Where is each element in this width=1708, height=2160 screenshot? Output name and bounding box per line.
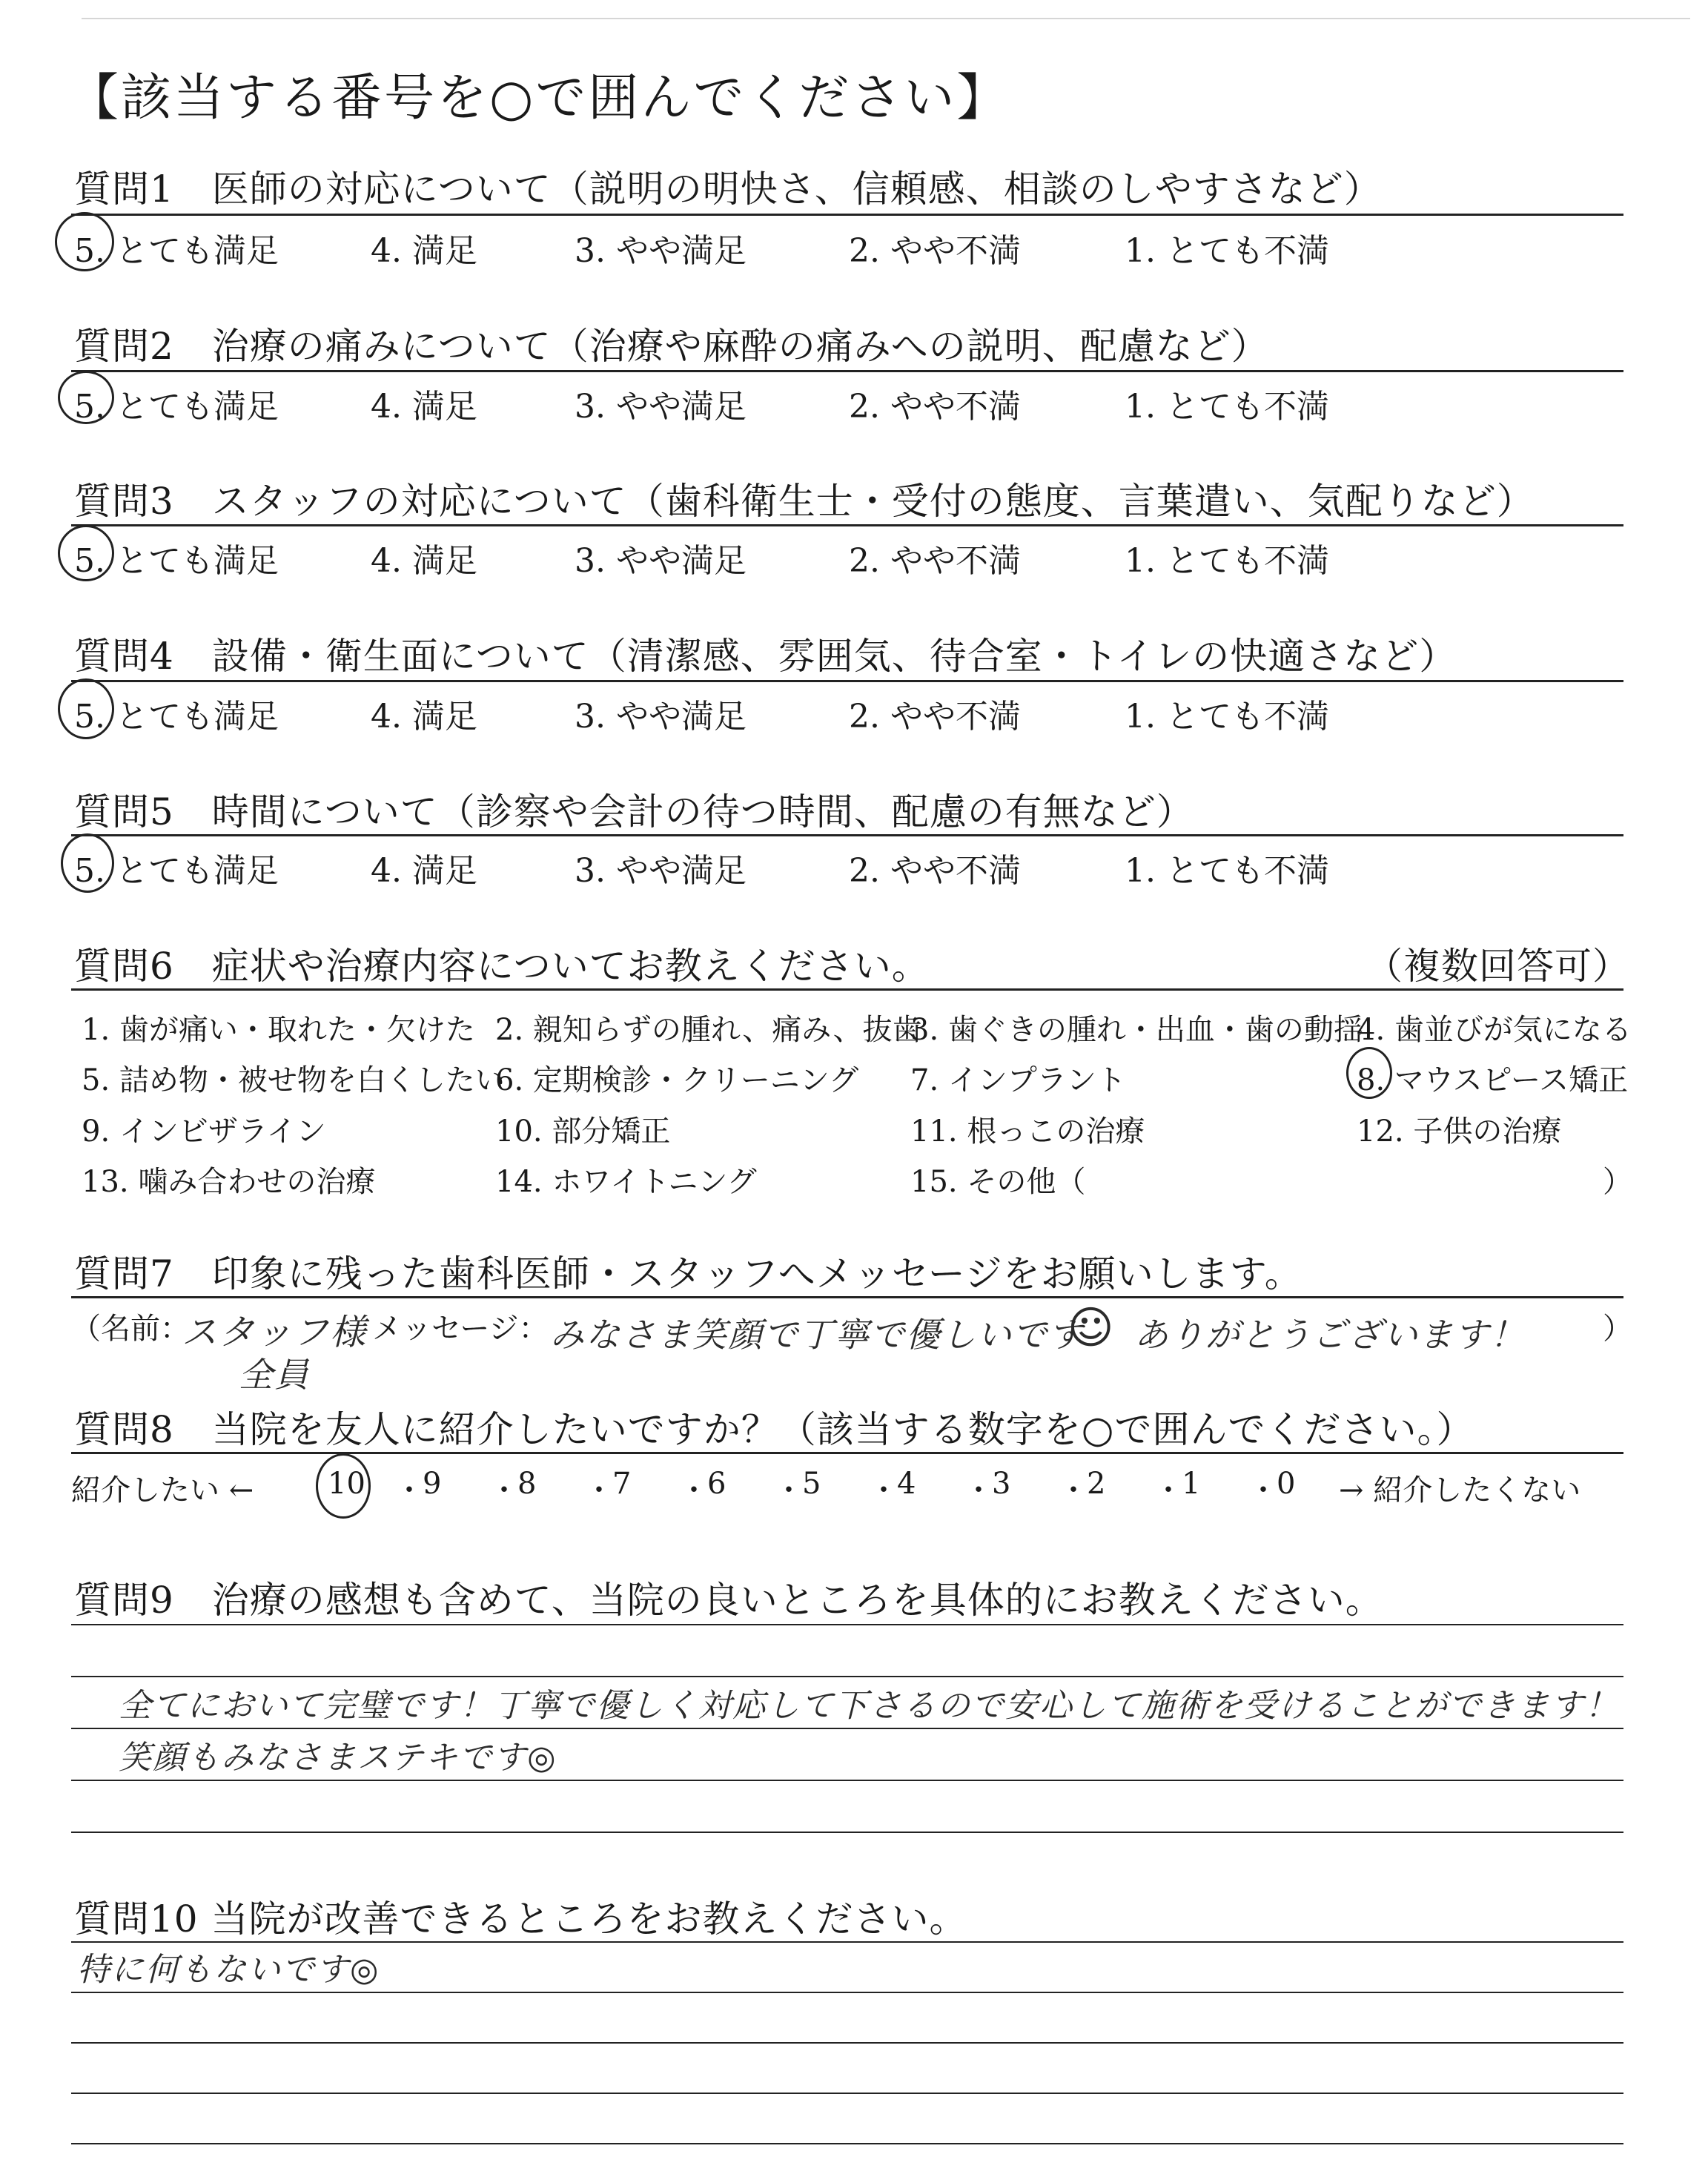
scale-number-1[interactable]: 1 — [1182, 1467, 1201, 1501]
other-close-paren: ） — [1603, 1165, 1632, 1199]
option-2[interactable]: 2. やや不満 — [849, 388, 1021, 426]
question-title: 質問10 当院が改善できるところをお教えください。 — [74, 1898, 967, 1941]
question-title: 質問3 スタッフの対応について（歯科衛生士・受付の態度、言葉遣い、気配りなど） — [74, 480, 1535, 523]
question-title: 質問9 治療の感想も含めて、当院の良いところを具体的にお教えください。 — [74, 1579, 1383, 1622]
option-3[interactable]: 3. やや満足 — [575, 542, 747, 580]
option-5[interactable]: 5. とても満足 — [74, 232, 279, 270]
message-handwritten: みなさま笑顔で丁寧で優しいです — [550, 1315, 1084, 1355]
option-3[interactable]: 3. やや満足 — [575, 388, 747, 426]
scale-separator: ・ — [1248, 1473, 1278, 1507]
option-2[interactable]: 2. やや不満 — [849, 852, 1021, 890]
divider — [71, 214, 1623, 216]
multiple-answer-note: （複数回答可） — [1366, 945, 1630, 988]
question-title: 質問6 症状や治療内容についてお教えください。 — [74, 945, 930, 988]
option-5[interactable]: 5. とても満足 — [74, 852, 279, 890]
question-title: 質問4 設備・衛生面について（清潔感、雰囲気、待合室・トイレの快適さなど） — [74, 635, 1457, 678]
symptom-option[interactable]: 14. ホワイトニング — [495, 1165, 757, 1199]
divider — [71, 680, 1623, 682]
answer-circle — [1346, 1047, 1392, 1099]
message-label: メッセージ： — [372, 1312, 549, 1346]
symptom-option[interactable]: 12. 子供の治療 — [1357, 1114, 1562, 1149]
option-2[interactable]: 2. やや不満 — [849, 698, 1021, 736]
top-border — [82, 18, 1690, 19]
name-label: （名前： — [71, 1312, 190, 1346]
answer-handwritten: 特に何もないです◎ — [77, 1951, 380, 1989]
scale-separator: ・ — [1059, 1473, 1088, 1507]
answer-handwritten: 全てにおいて完璧です！丁寧で優しく対応して下さるので安心して施術を受けることができます！ — [119, 1687, 1619, 1725]
page-title: 【該当する番号を○で囲んでください】 — [68, 69, 1010, 128]
option-3[interactable]: 3. やや満足 — [575, 698, 747, 736]
option-3[interactable]: 3. やや満足 — [575, 232, 747, 270]
option-2[interactable]: 2. やや不満 — [849, 542, 1021, 580]
scale-number-5[interactable]: 5 — [802, 1467, 821, 1501]
symptom-option[interactable]: 7. インプラント — [910, 1063, 1126, 1097]
scale-number-7[interactable]: 7 — [612, 1467, 632, 1501]
option-5[interactable]: 5. とても満足 — [74, 388, 279, 426]
option-3[interactable]: 3. やや満足 — [575, 852, 747, 890]
option-1[interactable]: 1. とても不満 — [1125, 698, 1329, 736]
question-title: 質問1 医師の対応について（説明の明快さ、信頼感、相談のしやすさなど） — [74, 168, 1382, 211]
option-1[interactable]: 1. とても不満 — [1125, 542, 1329, 580]
scale-number-9[interactable]: 9 — [423, 1467, 442, 1501]
symptom-option[interactable]: 4. 歯並びが気になる — [1357, 1013, 1632, 1047]
question-title: 質問2 治療の痛みについて（治療や麻酔の痛みへの説明、配慮など） — [74, 325, 1269, 368]
answer-line — [71, 1624, 1623, 1625]
answer-line — [71, 1676, 1623, 1677]
divider — [71, 988, 1623, 991]
question-title: 質問5 時間について（診察や会計の待つ時間、配慮の有無など） — [74, 790, 1194, 833]
answer-circle — [316, 1453, 371, 1519]
divider — [71, 370, 1623, 372]
answer-line — [71, 2042, 1623, 2044]
scale-number-6[interactable]: 6 — [707, 1467, 726, 1501]
name-handwritten: スタッフ様 — [182, 1312, 368, 1353]
divider — [71, 834, 1623, 836]
option-5[interactable]: 5. とても満足 — [74, 542, 279, 580]
scale-number-4[interactable]: 4 — [897, 1467, 916, 1501]
symptom-option[interactable]: 11. 根っこの治療 — [910, 1114, 1145, 1149]
question-title: 質問7 印象に残った歯科医師・スタッフへメッセージをお願いします。 — [74, 1252, 1302, 1295]
divider — [71, 1452, 1623, 1454]
message-handwritten-2: ありがとうございます！ — [1134, 1315, 1526, 1355]
scale-number-0[interactable]: 0 — [1277, 1467, 1296, 1501]
symptom-option[interactable]: 13. 噛み合わせの治療 — [82, 1165, 376, 1199]
answer-line — [71, 2143, 1623, 2144]
symptom-option[interactable]: 2. 親知らずの腫れ、痛み、抜歯 — [495, 1013, 922, 1047]
divider — [71, 524, 1623, 526]
scale-separator: ・ — [394, 1473, 424, 1507]
option-4[interactable]: 4. 満足 — [371, 542, 477, 580]
option-2[interactable]: 2. やや不満 — [849, 232, 1021, 270]
option-1[interactable]: 1. とても不満 — [1125, 388, 1329, 426]
scale-separator: ・ — [679, 1473, 709, 1507]
divider — [71, 1296, 1623, 1298]
recommend-right-label: → 紹介したくない — [1339, 1473, 1581, 1507]
scale-separator: ・ — [1153, 1473, 1183, 1507]
answer-line — [71, 1780, 1623, 1781]
scale-separator: ・ — [774, 1473, 804, 1507]
recommend-left-label: 紹介したい ← — [71, 1473, 254, 1507]
option-4[interactable]: 4. 満足 — [371, 698, 477, 736]
name-handwritten-2: 全員 — [239, 1355, 310, 1395]
scale-separator: ・ — [584, 1473, 614, 1507]
option-4[interactable]: 4. 満足 — [371, 232, 477, 270]
message-close-paren: ） — [1603, 1312, 1632, 1346]
symptom-option[interactable]: 1. 歯が痛い・取れた・欠けた — [82, 1013, 475, 1047]
option-1[interactable]: 1. とても不満 — [1125, 232, 1329, 270]
question-title: 質問8 当院を友人に紹介したいですか？（該当する数字を○で囲んでください。） — [74, 1408, 1474, 1451]
answer-circle — [55, 212, 114, 271]
answer-line — [71, 1992, 1623, 1993]
scale-number-2[interactable]: 2 — [1087, 1467, 1106, 1501]
symptom-option-selected[interactable]: 8. マウスピース矯正 — [1357, 1063, 1629, 1097]
answer-circle — [58, 678, 114, 739]
symptom-option[interactable]: 10. 部分矯正 — [495, 1114, 671, 1149]
symptom-option[interactable]: 5. 詰め物・被せ物を白くしたい — [82, 1063, 505, 1097]
answer-handwritten: 笑顔もみなさまステキです◎ — [119, 1739, 557, 1777]
scale-separator: ・ — [964, 1473, 993, 1507]
answer-circle — [58, 371, 114, 424]
scale-separator: ・ — [869, 1473, 898, 1507]
scale-number-3[interactable]: 3 — [992, 1467, 1011, 1501]
option-5[interactable]: 5. とても満足 — [74, 698, 279, 736]
answer-circle — [58, 525, 114, 581]
option-4[interactable]: 4. 満足 — [371, 388, 477, 426]
answer-line — [71, 1728, 1623, 1729]
symptom-option[interactable]: 3. 歯ぐきの腫れ・出血・歯の動揺 — [910, 1013, 1363, 1047]
option-1[interactable]: 1. とても不満 — [1125, 852, 1329, 890]
smiley-face-icon: ☺ — [1068, 1302, 1114, 1354]
scale-number-10[interactable]: 10 — [328, 1467, 365, 1501]
scale-number-8[interactable]: 8 — [517, 1467, 537, 1501]
symptom-option[interactable]: 9. インビザライン — [82, 1114, 326, 1149]
symptom-option[interactable]: 15. その他（ — [910, 1165, 1086, 1199]
scale-separator: ・ — [489, 1473, 519, 1507]
symptom-option[interactable]: 6. 定期検診・クリーニング — [495, 1063, 859, 1097]
answer-line — [71, 2093, 1623, 2094]
answer-line — [71, 1832, 1623, 1833]
option-4[interactable]: 4. 満足 — [371, 852, 477, 890]
answer-circle — [61, 833, 114, 893]
